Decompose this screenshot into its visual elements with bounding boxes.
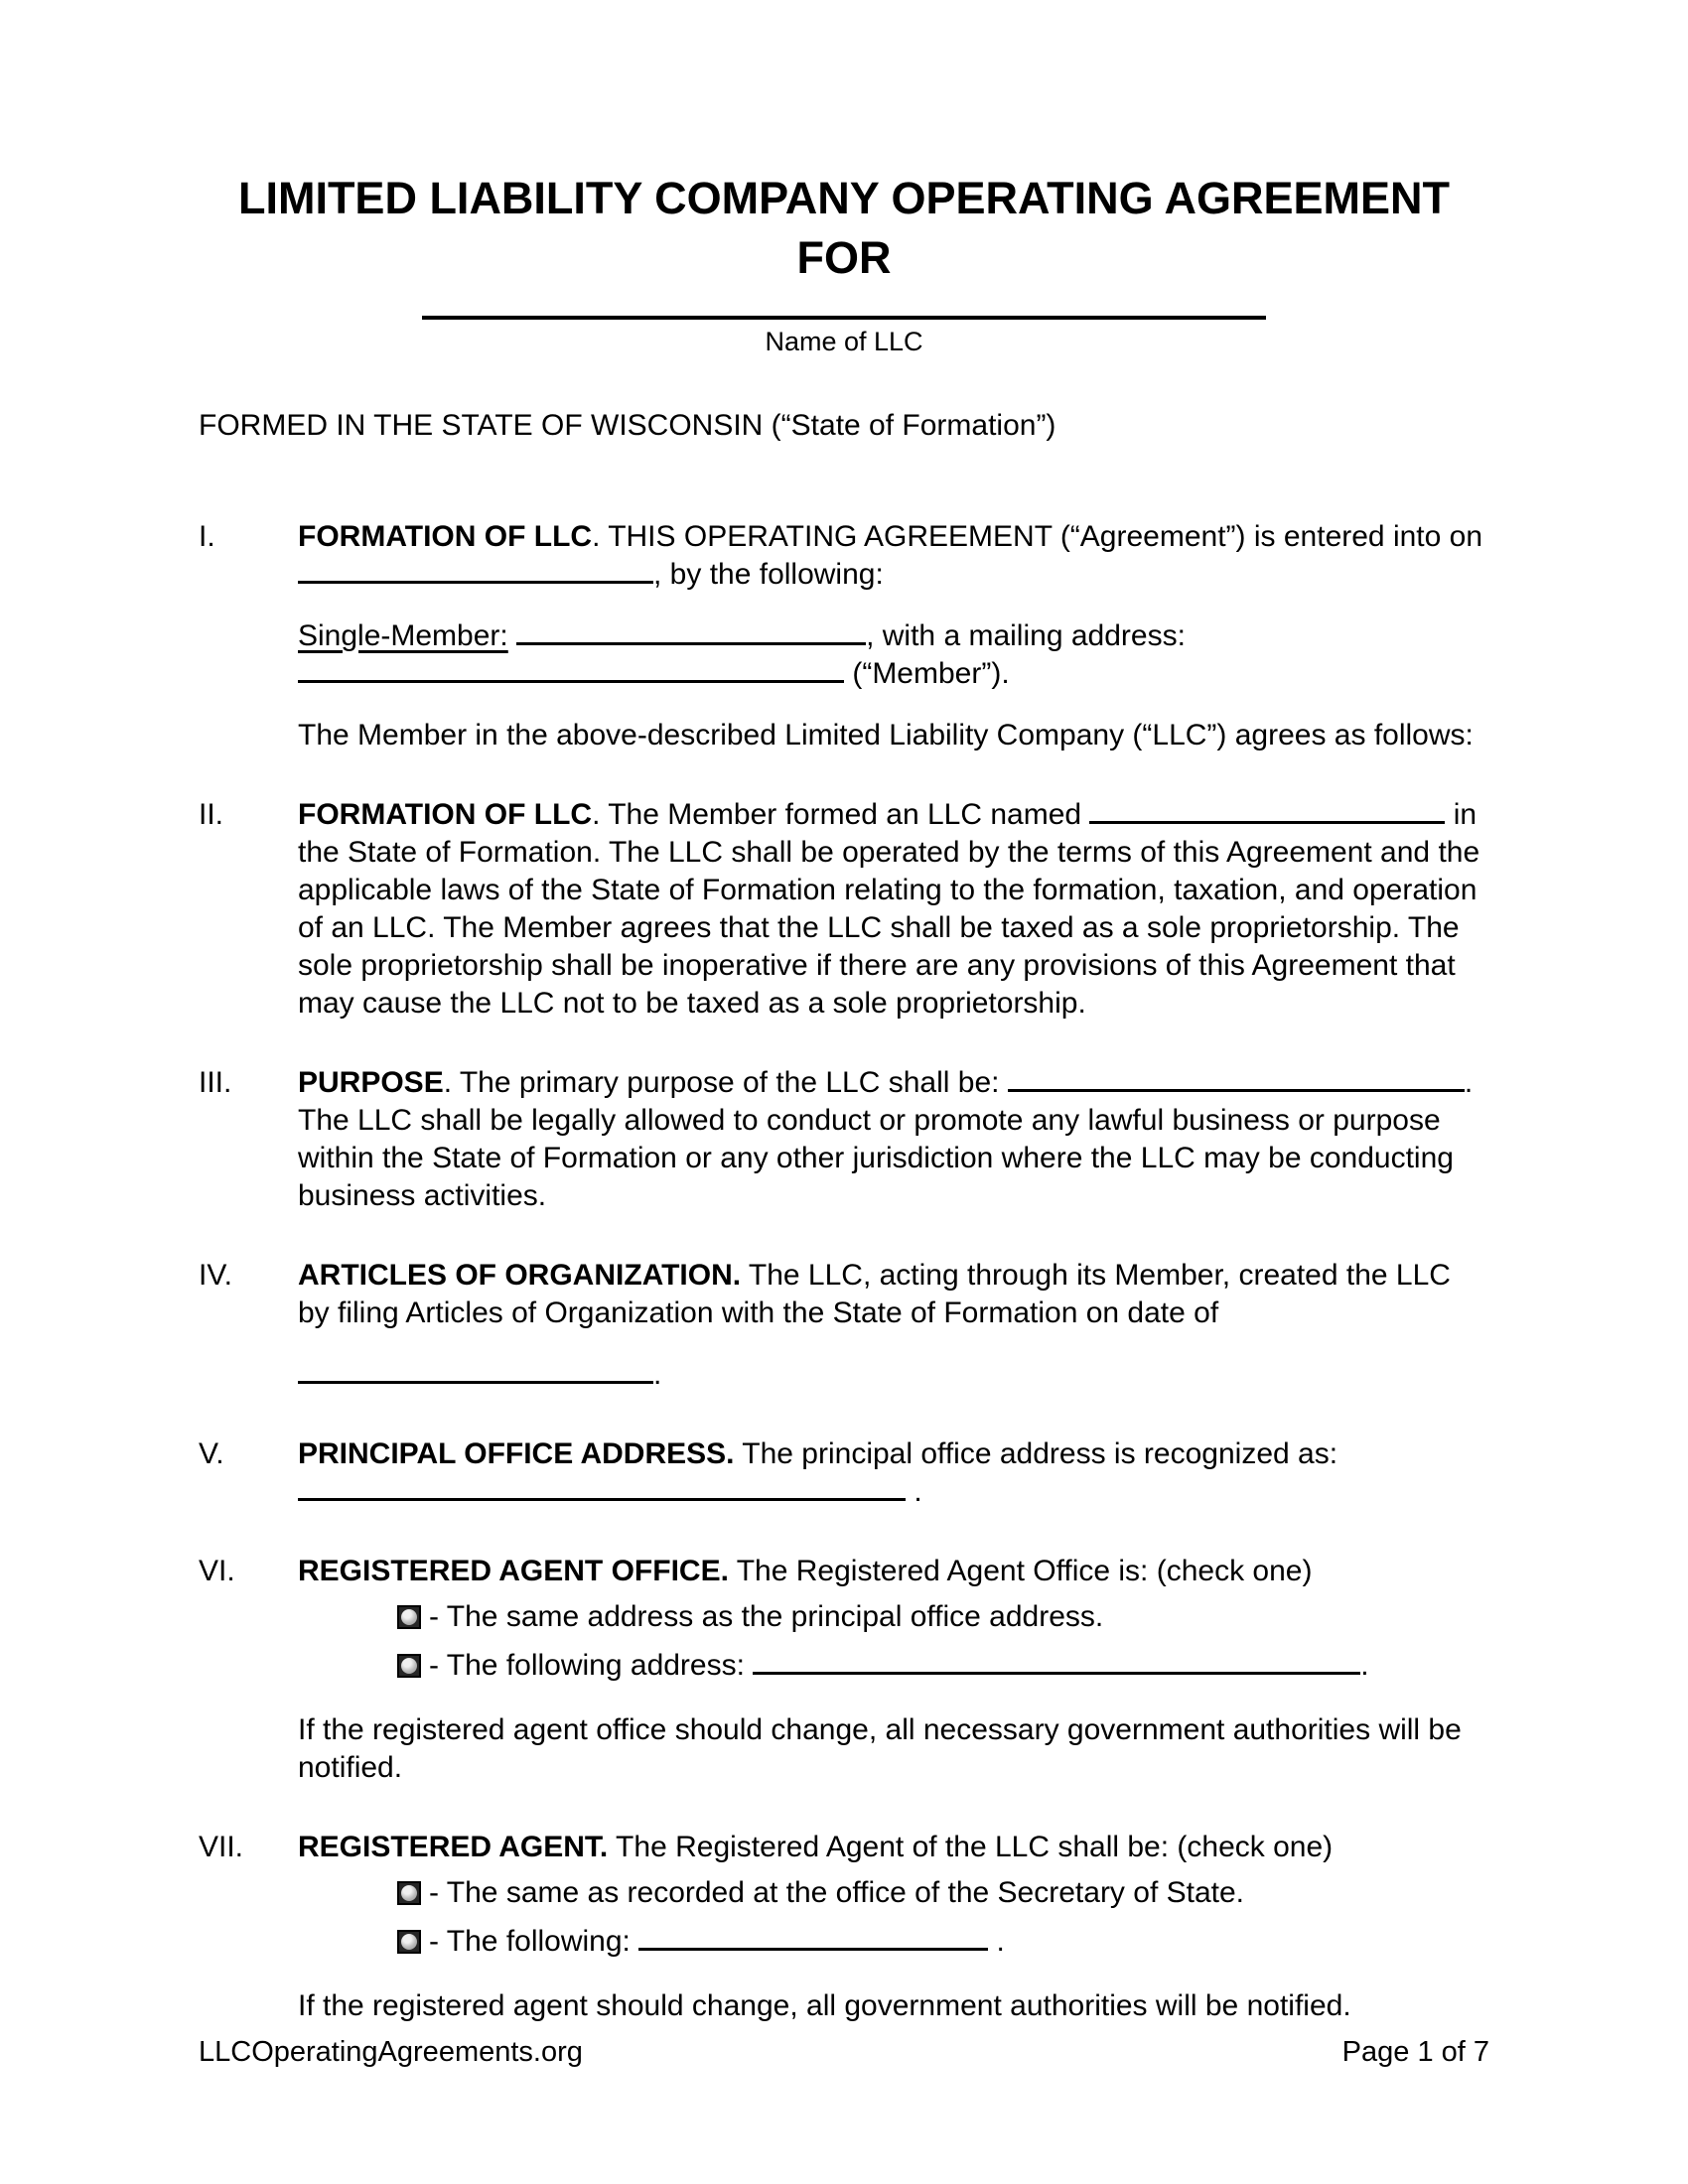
articles-date-blank[interactable] [298,1376,653,1384]
option-label: - The following: [429,1925,639,1958]
option-label: - The same address as the principal office address. [429,1600,1104,1633]
section-purpose [199,1064,1489,1215]
purpose-blank[interactable] [1008,1084,1465,1092]
principal-office-address-blank[interactable] [298,1493,906,1501]
registered-agent-office-address-blank[interactable] [753,1667,1360,1675]
page-footer [199,2033,1489,2071]
footer-page-indicator: Page 1 of 7 [1341,2036,1489,2068]
checkbox-same-secretary-icon[interactable] [397,1881,421,1905]
option-label: - The same as recorded at the office of the Secretary of State. [429,1876,1245,1909]
registered-agent-name-blank[interactable] [638,1943,988,1951]
paragraph-text: The principal office address is recognized as: [734,1437,1338,1470]
section-registered-agent-office [199,1553,1489,1787]
section-paragraph [298,1257,1489,1332]
section-heading: PRINCIPAL OFFICE ADDRESS. [298,1437,735,1470]
sections [199,518,1489,2025]
paragraph-text: . The primary purpose of the LLC shall be: [443,1066,1008,1099]
option-label: - The following address: [429,1649,754,1682]
paragraph-text: The LLC, acting through its Member, created the LLC by filing Articles of Organization with the State of Formation on date of [298,1259,1451,1329]
paragraph-text: . The Member formed an LLC named [592,798,1090,831]
section-paragraph [298,518,1489,594]
paragraph-text: . The LLC shall be legally allowed to conduct or promote any lawful business or purpose within the State of Formation or any other jurisdiction where the LLC may be conducting business activities. [298,1066,1474,1212]
paragraph-text: . THIS OPERATING AGREEMENT (“Agreement”) is entered into on [592,520,1483,553]
member-name-blank[interactable] [516,637,866,645]
section-numeral: II. [199,798,224,831]
paragraph-text: , with a mailing address: [866,619,1186,652]
paragraph-text: in the State of Formation. The LLC shall be operated by the terms of this Agreement and the applicable laws of the State of Formation relating to the formation, taxation, and operation of an LLC. The Member agrees that the LLC shall be taxed as a sole proprietorship. The sole proprietorship shall be inoperative if there are any provisions of this Agreement that may cause the LLC not to be taxed as a sole proprietorship. [298,798,1480,1020]
articles-date-line [298,1356,1489,1394]
section-numeral: IV. [199,1259,232,1292]
section-numeral: III. [199,1066,232,1099]
section-articles-of-organization [199,1257,1489,1394]
section-heading: REGISTERED AGENT. [298,1831,609,1863]
agent-change-note: If the registered agent should change, all government authorities will be notified. [298,1989,1351,2022]
section-heading: PURPOSE [298,1066,444,1099]
section-paragraph [298,796,1489,1023]
option-label-end: . [988,1925,1005,1958]
section-principal-office-address [199,1435,1489,1511]
page-title [0,169,1688,288]
section-numeral: VI. [199,1555,235,1587]
paragraph-text: (“Member”). [844,657,1010,690]
section-numeral: VII. [199,1831,244,1863]
section-heading: FORMATION OF LLC [298,520,593,553]
title-block [0,0,1688,357]
paragraph-text: The Registered Agent Office is: (check one) [728,1555,1313,1587]
agent-office-change-note: If the registered agent office should change, all necessary government authorities will be notified. [298,1713,1462,1784]
llc-name-blank[interactable] [422,316,1266,320]
section-heading: FORMATION OF LLC [298,798,593,831]
section-paragraph [298,1435,1489,1511]
section-heading: ARTICLES OF ORGANIZATION. [298,1259,742,1292]
checkbox-following-agent-icon[interactable] [397,1930,421,1954]
option-same-secretary-of-state[interactable] [298,1871,1489,1915]
title-line-2: FOR [796,232,892,283]
member-agrees-paragraph: The Member in the above-described Limited Liability Company (“LLC”) agrees as follows: [298,719,1474,751]
checkbox-same-address-icon[interactable] [397,1605,421,1629]
member-address-blank[interactable] [298,675,844,683]
footer-website: LLCOperatingAgreements.org [199,2036,583,2068]
option-label-end: . [1360,1649,1369,1682]
paragraph-text: . [906,1475,922,1508]
option-same-principal-address[interactable] [298,1595,1489,1639]
single-member-label: Single-Member: [298,619,508,652]
section-paragraph [298,1553,1489,1590]
section-formation-1 [199,518,1489,754]
paragraph-text: . [653,1358,662,1391]
section-numeral: I. [199,520,215,553]
section-formation-2 [199,796,1489,1023]
option-following-address[interactable] [298,1644,1489,1688]
agreement-date-blank[interactable] [298,576,653,584]
single-member-paragraph [298,617,1489,693]
section-paragraph [298,1829,1489,1866]
paragraph-text: The Registered Agent of the LLC shall be: (check one) [608,1831,1334,1863]
checkbox-following-address-icon[interactable] [397,1654,421,1678]
title-line-1: LIMITED LIABILITY COMPANY OPERATING AGREEMENT [237,173,1451,223]
name-of-llc-caption: Name of LLC [765,327,923,356]
formed-statement: FORMED IN THE STATE OF WISCONSIN (“State of Formation”) [199,409,1056,442]
section-registered-agent [199,1829,1489,2025]
section-heading: REGISTERED AGENT OFFICE. [298,1555,729,1587]
llc-name-formed-blank[interactable] [1089,816,1445,824]
paragraph-text: , by the following: [653,558,884,591]
option-following-agent[interactable] [298,1920,1489,1964]
section-numeral: V. [199,1437,224,1470]
section-paragraph [298,1064,1489,1215]
